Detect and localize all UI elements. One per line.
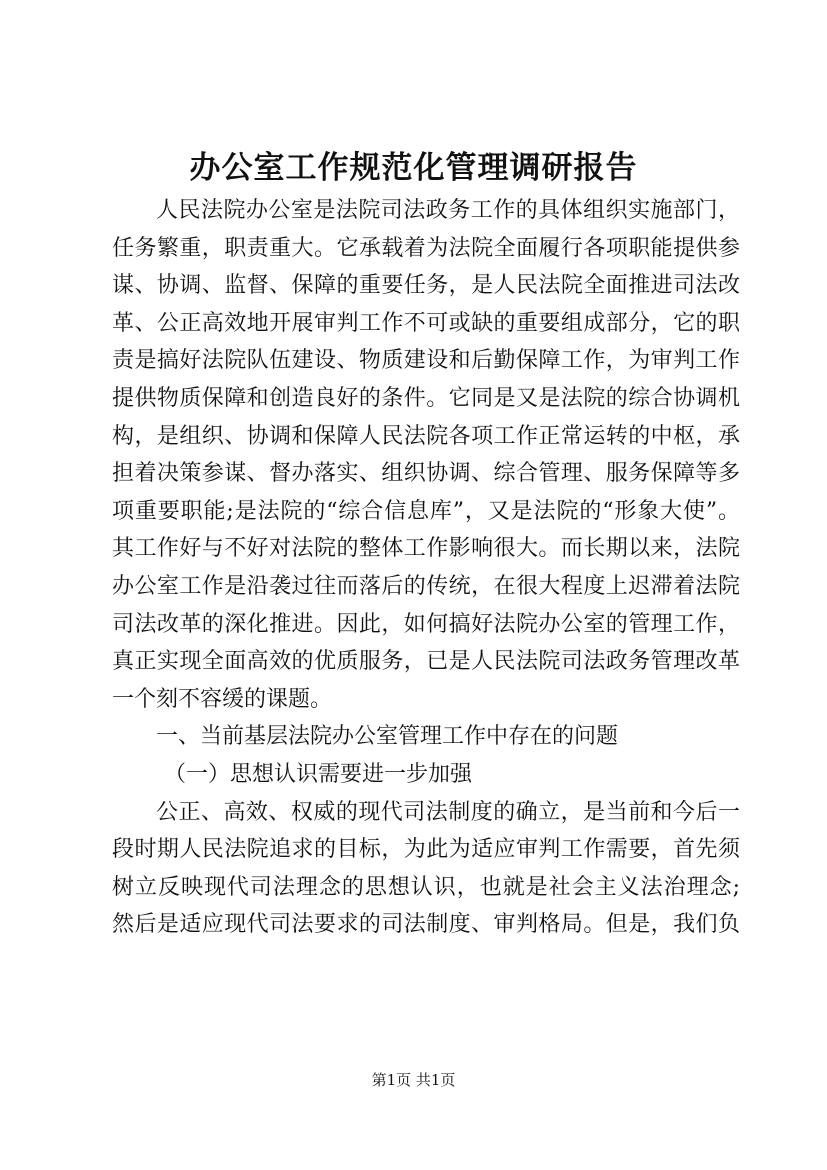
document-title: 办公室工作规范化管理调研报告	[189, 150, 638, 186]
paragraph-line: 段时期人民法院追求的目标，为此为适应审判工作需要，首先须	[112, 837, 740, 863]
paragraph-line: 一个刻不容缓的课题。	[112, 686, 333, 712]
paragraph-line: 责是搞好法院队伍建设、物质建设和后勤保障工作，为审判工作	[112, 348, 740, 374]
subsection-heading: （一）思想认识需要进一步加强	[164, 761, 473, 787]
document-body	[112, 192, 740, 944]
section-heading: 一、当前基层法院办公室管理工作中存在的问题	[156, 724, 619, 750]
paragraph-line: 办公室工作是沿袭过往而落后的传统，在很大程度上迟滞着法院	[112, 573, 740, 599]
paragraph-line: 谋、协调、监督、保障的重要任务，是人民法院全面推进司法改	[112, 273, 740, 299]
paragraph-line: 真正实现全面高效的优质服务，已是人民法院司法政务管理改革	[112, 649, 740, 675]
paragraph-line: 构，是组织、协调和保障人民法院各项工作正常运转的中枢，承	[112, 423, 740, 449]
paragraph-line: 司法改革的深化推进。因此，如何搞好法院办公室的管理工作，	[112, 611, 740, 637]
page-footer: 第1页 共1页	[371, 1071, 456, 1089]
paragraph-line: 提供物质保障和创造良好的条件。它同是又是法院的综合协调机	[112, 385, 740, 411]
paragraph-line: 项重要职能;是法院的“综合信息库”，又是法院的“形象大使”。	[112, 498, 740, 524]
paragraph-line: 其工作好与不好对法院的整体工作影响很大。而长期以来，法院	[112, 536, 740, 562]
paragraph-line: 担着决策参谋、督办落实、组织协调、综合管理、服务保障等多	[112, 461, 740, 487]
paragraph-line: 任务繁重，职责重大。它承载着为法院全面履行各项职能提供参	[112, 235, 740, 261]
paragraph-line: 树立反映现代司法理念的思想认识，也就是社会主义法治理念;	[112, 874, 740, 900]
paragraph-line: 人民法院办公室是法院司法政务工作的具体组织实施部门，	[156, 198, 740, 223]
paragraph-line: 革、公正高效地开展审判工作不可或缺的重要组成部分，它的职	[112, 310, 740, 336]
paragraph-line: 公正、高效、权威的现代司法制度的确立，是当前和今后一	[156, 799, 740, 825]
paragraph-line: 然后是适应现代司法要求的司法制度、审判格局。但是，我们负	[112, 912, 740, 938]
